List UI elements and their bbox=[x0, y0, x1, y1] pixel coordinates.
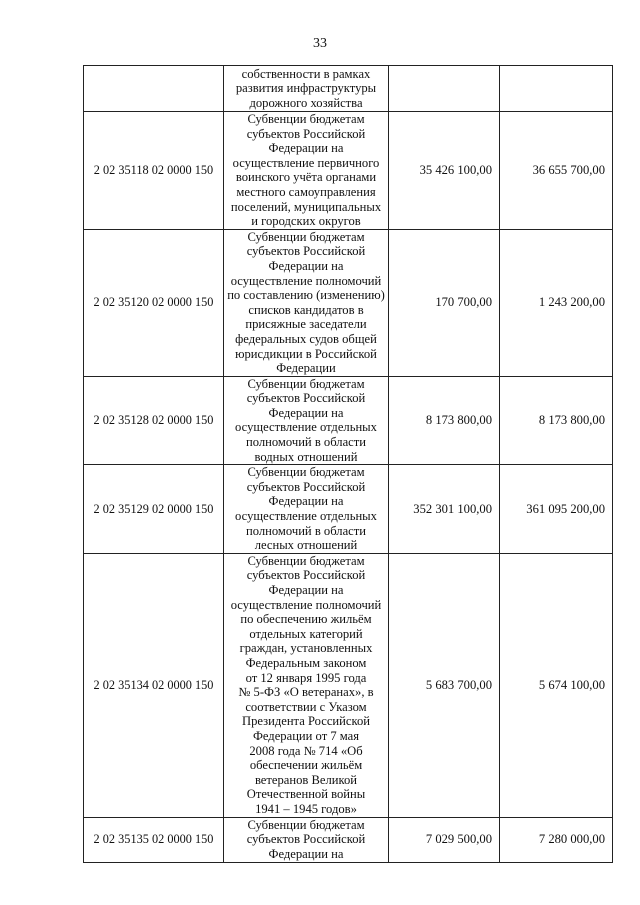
amount-year-2-cell: 5 674 100,00 bbox=[500, 553, 613, 817]
revenue-name-line: субъектов Российской bbox=[246, 568, 366, 583]
budget-code-cell: 2 02 35135 02 0000 150 bbox=[84, 817, 224, 862]
revenue-name-line: Федерации от 7 мая bbox=[252, 728, 360, 743]
revenue-name-line: Субвенции бюджетам bbox=[247, 376, 365, 391]
revenue-name-line: субъектов Российской bbox=[246, 391, 366, 406]
revenue-name-line: обеспечении жильём bbox=[249, 758, 363, 773]
revenue-name-line: федеральных судов общей bbox=[235, 331, 377, 346]
revenue-name-line: по составлению (изменению) bbox=[227, 288, 385, 303]
revenue-name-line: Федерации на bbox=[268, 258, 344, 273]
revenue-name-line: отдельных категорий bbox=[249, 626, 363, 641]
revenue-name-line: от 12 января 1995 года bbox=[245, 670, 367, 685]
revenue-name-line: субъектов Российской bbox=[246, 244, 366, 259]
revenue-name-line: Субвенции бюджетам bbox=[247, 817, 365, 832]
revenue-table-body bbox=[84, 66, 613, 863]
revenue-name-line: Федерации bbox=[276, 361, 336, 376]
table-row bbox=[84, 817, 613, 862]
amount-year-1-cell: 35 426 100,00 bbox=[389, 112, 500, 230]
amount-year-1-cell: 352 301 100,00 bbox=[389, 465, 500, 554]
revenue-name-line: Федерации на bbox=[268, 583, 344, 597]
revenue-name-line: местного самоуправления bbox=[236, 184, 376, 199]
amount-year-1-cell: 170 700,00 bbox=[389, 229, 500, 376]
revenue-name-line: 2008 года № 714 «Об bbox=[249, 743, 363, 758]
amount-year-2-cell: 36 655 700,00 bbox=[500, 112, 613, 230]
revenue-name-line: граждан, установленных bbox=[239, 641, 373, 656]
revenue-name-line: осуществление отдельных bbox=[235, 420, 377, 435]
revenue-name-line: 1941 – 1945 годов» bbox=[255, 801, 357, 816]
amount-year-1-cell bbox=[389, 66, 500, 112]
revenue-name-line: дорожного хозяйства bbox=[249, 95, 363, 110]
revenue-name-cell bbox=[224, 817, 389, 862]
revenue-name-cell bbox=[224, 66, 389, 112]
revenue-name-line: Отечественной войны bbox=[246, 787, 366, 802]
budget-code-cell: 2 02 35129 02 0000 150 bbox=[84, 465, 224, 554]
table-row bbox=[84, 465, 613, 554]
revenue-name-line: списков кандидатов в bbox=[248, 302, 364, 317]
table-row bbox=[84, 66, 613, 112]
revenue-name-cell bbox=[224, 376, 389, 465]
revenue-name-line: и городских округов bbox=[251, 214, 361, 229]
revenue-name-line: Президента Российской bbox=[241, 714, 371, 729]
revenue-name-line: Субвенции бюджетам bbox=[247, 229, 365, 244]
revenue-name-line: Федерации на bbox=[268, 846, 344, 861]
revenue-name-line: полномочий в области bbox=[245, 435, 367, 450]
revenue-name-line: присяжные заседатели bbox=[245, 317, 367, 332]
revenue-name-line: субъектов Российской bbox=[246, 126, 366, 141]
revenue-name-line: юрисдикции в Российской bbox=[235, 346, 377, 361]
page-number: 33 bbox=[313, 36, 327, 51]
revenue-name-cell bbox=[224, 112, 389, 230]
revenue-name-line: Федерации на bbox=[268, 405, 344, 420]
revenue-name-line: лесных отношений bbox=[254, 538, 358, 553]
revenue-name-line: субъектов Российской bbox=[246, 479, 366, 494]
table-row bbox=[84, 376, 613, 465]
amount-year-2-cell: 1 243 200,00 bbox=[500, 229, 613, 376]
amount-year-2-cell: 7 280 000,00 bbox=[500, 817, 613, 862]
budget-code-cell bbox=[84, 66, 224, 112]
revenue-name-line: развития инфраструктуры bbox=[235, 81, 377, 96]
revenue-name-line: водных отношений bbox=[254, 449, 358, 464]
revenue-name-line: Субвенции бюджетам bbox=[247, 465, 365, 480]
revenue-name-line: осуществление отдельных bbox=[235, 509, 377, 524]
revenue-name-line: осуществление полномочий bbox=[230, 597, 382, 612]
revenue-name-line: № 5-ФЗ «О ветеранах», в bbox=[238, 685, 374, 700]
amount-year-2-cell: 361 095 200,00 bbox=[500, 465, 613, 554]
revenue-name-line: Субвенции бюджетам bbox=[247, 553, 365, 568]
revenue-name-cell bbox=[224, 465, 389, 554]
revenue-name-line: воинского учёта органами bbox=[235, 170, 377, 185]
amount-year-1-cell: 5 683 700,00 bbox=[389, 553, 500, 817]
revenue-name-line: субъектов Российской bbox=[246, 832, 366, 847]
revenue-name-line: соответствии с Указом bbox=[245, 699, 367, 714]
revenue-name-line: Федерации на bbox=[268, 141, 344, 156]
revenue-name-line: ветеранов Великой bbox=[254, 772, 358, 787]
revenue-name-line: полномочий в области bbox=[245, 523, 367, 538]
revenue-name-line: Федерации на bbox=[268, 494, 344, 509]
budget-code-cell: 2 02 35134 02 0000 150 bbox=[84, 553, 224, 817]
revenue-name-line: поселений, муниципальных bbox=[230, 199, 382, 214]
revenue-name-cell bbox=[224, 553, 389, 817]
revenue-name-line: по обеспечению жильём bbox=[240, 612, 372, 627]
budget-code-cell: 2 02 35128 02 0000 150 bbox=[84, 376, 224, 465]
revenue-name-line: Федеральным законом bbox=[245, 655, 367, 670]
revenue-name-cell bbox=[224, 229, 389, 376]
budget-code-cell: 2 02 35118 02 0000 150 bbox=[84, 112, 224, 230]
revenue-table bbox=[83, 65, 613, 863]
revenue-name-line: Субвенции бюджетам bbox=[247, 112, 365, 126]
amount-year-2-cell: 8 173 800,00 bbox=[500, 376, 613, 465]
revenue-name-line: осуществление полномочий bbox=[230, 273, 382, 288]
table-row bbox=[84, 112, 613, 230]
budget-code-cell: 2 02 35120 02 0000 150 bbox=[84, 229, 224, 376]
amount-year-1-cell: 7 029 500,00 bbox=[389, 817, 500, 862]
table-row bbox=[84, 553, 613, 817]
table-row bbox=[84, 229, 613, 376]
revenue-name-line: собственности в рамках bbox=[241, 66, 371, 81]
revenue-name-line: осуществление первичного bbox=[232, 155, 380, 170]
amount-year-2-cell bbox=[500, 66, 613, 112]
amount-year-1-cell: 8 173 800,00 bbox=[389, 376, 500, 465]
